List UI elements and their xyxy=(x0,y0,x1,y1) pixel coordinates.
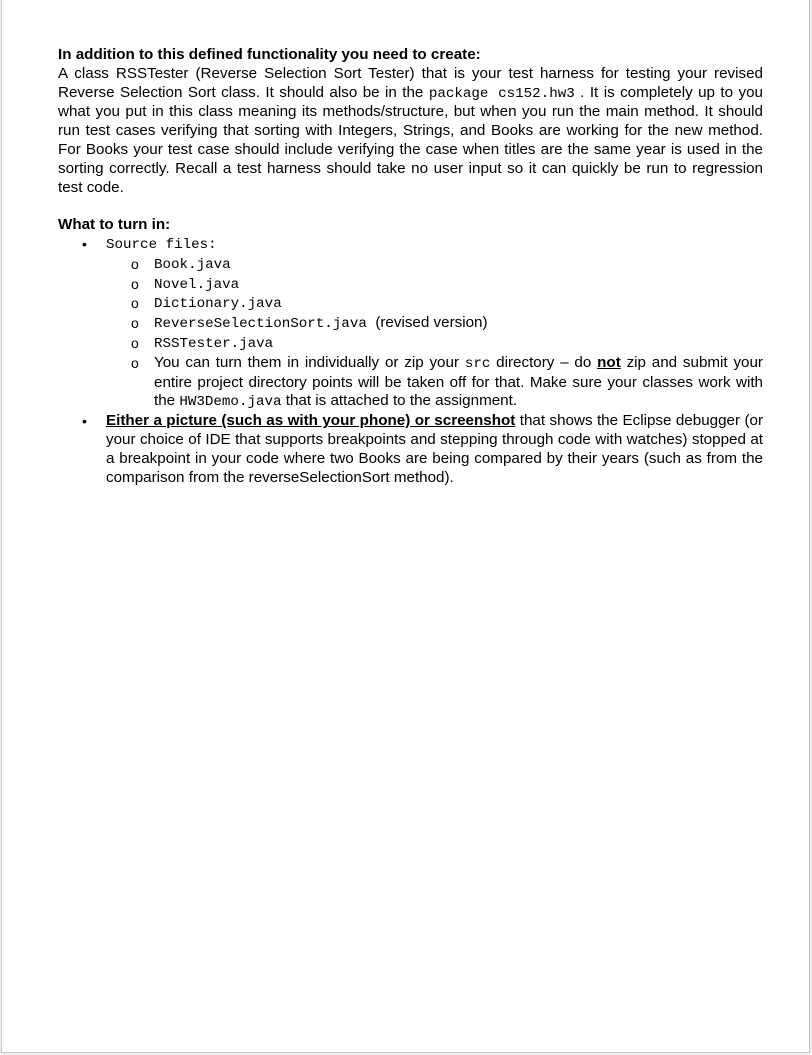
file-name: Book.java xyxy=(154,256,231,273)
list-item-picture xyxy=(82,412,764,487)
file-name: RSSTester.java xyxy=(154,335,274,352)
zip-note-text: zip and submit your entire project directory points will be taken off for that. Make sure your classes work with the xyxy=(154,353,763,410)
file-name: Novel.java xyxy=(154,276,240,293)
picture-item-emphasis: Either a picture (such as with your phone) or screenshot xyxy=(106,412,516,430)
picture-item-text: that shows the Eclipse debugger (or your choice of IDE that supports breakpoints and stepping through code with watches) stopped at a breakpoint in your code where two Books are being compared by their years (such as from the comparison from the reverseSelectionSort method). xyxy=(106,412,764,486)
source-files-label: Source files: xyxy=(106,236,217,253)
circle-bullet-icon: o xyxy=(131,315,139,332)
zip-note-text: directory – do xyxy=(490,353,598,371)
bullet-icon: • xyxy=(82,413,87,430)
circle-bullet-icon: o xyxy=(131,275,139,292)
section-heading-turn-in: What to turn in: xyxy=(58,216,171,234)
list-item-source-files xyxy=(82,235,763,412)
rss-tester-paragraph xyxy=(58,65,763,198)
sub-list-item xyxy=(131,275,763,295)
document-page xyxy=(1,0,810,1053)
file-name: ReverseSelectionSort.java xyxy=(154,316,367,333)
circle-bullet-icon: o xyxy=(131,354,139,371)
paragraph-text-end: . It is completely up to you what you put in this class meaning its methods/structure, but when you run the main method. It should run test cases verifying that sorting with Integers, Strings, and Books are working for the new method. For Books your test case should include verifying the case when titles are the same year is used in the sorting correctly. Recall a test harness should take no user input so it can quickly be run to regression test code. xyxy=(58,83,763,196)
sub-list-item xyxy=(131,334,763,354)
blank-line xyxy=(58,197,763,216)
package-code: package cs152.hw3 xyxy=(428,85,575,102)
src-code: src xyxy=(464,355,491,372)
turn-in-list xyxy=(58,235,763,487)
demo-file-code: HW3Demo.java xyxy=(179,394,282,411)
zip-note-text: that is attached to the assignment. xyxy=(281,392,518,410)
emphasis-not: not xyxy=(597,353,621,371)
paragraph-text-start: A class RSSTester (Reverse Selection Sort Tester) that is your test harness for testing your revised Reverse Selection Sort class. It should also be in the xyxy=(58,64,763,101)
sub-list-item xyxy=(131,255,763,275)
zip-note-text: You can turn them in individually or zip your xyxy=(154,353,465,371)
section-heading-create: In addition to this defined functionality you need to create: xyxy=(58,46,481,63)
revised-note: (revised version) xyxy=(375,314,488,332)
circle-bullet-icon: o xyxy=(131,255,139,272)
bullet-icon: • xyxy=(82,235,87,252)
circle-bullet-icon: o xyxy=(131,334,139,351)
sub-list-item xyxy=(131,314,763,334)
file-name: Dictionary.java xyxy=(154,296,282,313)
page-content xyxy=(58,46,763,487)
circle-bullet-icon: o xyxy=(131,295,139,312)
sub-list-item xyxy=(131,294,763,314)
source-files-sublist xyxy=(106,255,763,412)
sub-list-item-zip-note xyxy=(131,353,763,412)
